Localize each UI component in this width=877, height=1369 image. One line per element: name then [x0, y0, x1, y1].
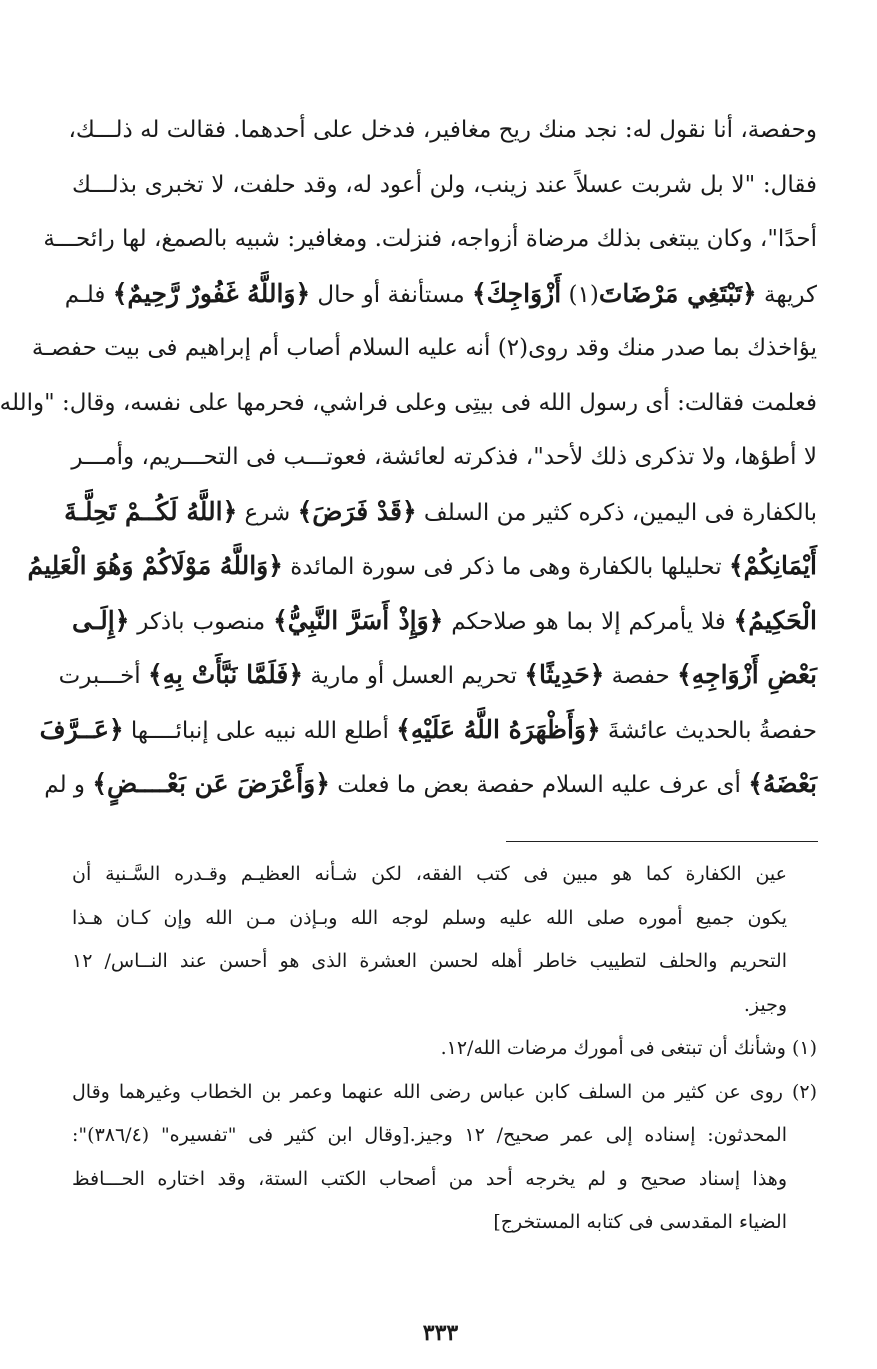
body-text: كريهة — [756, 281, 817, 308]
quran-quote: ﴿وَإِذْ أَسَرَّ النَّبِيُّ﴾ — [273, 605, 444, 635]
quran-quote: بَعْضِ أَزْوَاجِهِ﴾ — [677, 660, 817, 689]
body-text: حفصة — [604, 663, 678, 689]
body-line — [72, 594, 817, 649]
body-text: أطلع الله نبيه على إنبائــــها — [123, 717, 397, 744]
body-line — [58, 648, 817, 703]
body-text: منصوب باذكر — [129, 608, 274, 635]
body-line — [43, 212, 817, 267]
body-line — [0, 376, 817, 431]
footnote-line: عين الكفارة كما هو مبين فى كتب الفقه، لكن شـأنه العظيـم وقـدره السَّـنية أن — [72, 863, 787, 885]
body-text: فلا يأمركم إلا بما هو صلاحكم — [443, 608, 734, 635]
footnote-line: التحريم والحلف لتطييب خاطر أهله لحسن العشرة الذى هو أحسن عند النــاس/ ١٢ — [72, 950, 787, 972]
quran-quote: ﴿وَاللَّهُ غَفُورٌ رَّحِيمٌ﴾ — [112, 278, 311, 308]
body-line — [72, 158, 817, 213]
body-text: يؤاخذك بما صدر منك وقد روى(٢) أنه عليه السلام أصاب أم إبراهيم فى بيت حفصـة — [31, 335, 817, 361]
footnote-line: وهذا إسناد صحيح و لم يخرجه أحد من أصحاب الكتب الستة، وقد اختاره الحـــافظ — [72, 1167, 787, 1190]
body-text: وحفصة، أنا نقول له: نجد منك ريح مغافير، فدخل على أحدهما. فقالت له ذلـــك، — [68, 117, 817, 143]
footnote-line: الضياء المقدسى فى كتابه المستخرج] — [493, 1211, 787, 1233]
quran-quote: ﴿وَأَعْرَضَ عَن بَعْــــضٍ﴾ — [92, 769, 330, 798]
body-text: و لم — [44, 772, 93, 798]
quran-quote: ﴿إِلَـى — [72, 605, 130, 635]
body-text: (١) — [561, 281, 599, 308]
quran-quote: ﴿اللَّهُ لَكُــمْ تَحِلَّـةَ — [64, 496, 238, 526]
footnote-line: (٢) روى عن كثير من السلف كابن عباس رضى الله عنهما وعمر بن الخطاب وغيرهما وقال — [72, 1080, 817, 1103]
footnote-line: (١) وشأنك أن تبتغى فى أمورك مرضات الله/١٢. — [440, 1037, 817, 1059]
body-line — [31, 321, 817, 376]
body-line — [44, 757, 817, 812]
quran-quote: أَزْوَاجِكَ﴾ — [471, 278, 562, 308]
body-text: لا أطؤها، ولا تذكرى ذلك لأحد"، فذكرته لعائشة، فعوتـــب فى التحـــريم، وأمـــر — [71, 444, 817, 470]
body-text: أحدًا"، وكان يبتغى بذلك مرضاة أزواجه، فنزلت. ومغافير: شبيه بالصمغ، لها رائحـــة — [43, 226, 817, 252]
body-line — [39, 703, 817, 758]
body-text: فقال: "لا بل شربت عسلاً عند زينب، ولن أعود له، وقد حلفت، لا تخبرى بذلـــك — [72, 171, 817, 198]
quran-quote: ﴿فَلَمَّا نَبَّأَتْ بِهِ﴾ — [148, 660, 304, 689]
quran-quote: بَعْضَهُ﴾ — [748, 769, 817, 798]
body-text: مستأنفة أو حال — [310, 281, 472, 308]
body-text: تحريم العسل أو مارية — [303, 663, 525, 689]
footnote-line: وجيز. — [743, 993, 787, 1016]
quran-quote: ﴿وَأَظْهَرَهُ اللَّهُ عَلَيْهِ﴾ — [396, 714, 601, 744]
body-text: بالكفارة فى اليمين، ذكره كثير من السلف — [416, 499, 817, 526]
body-text: أى عرف عليه السلام حفصة بعض ما فعلت — [329, 772, 749, 798]
quran-quote: ﴿تَبْتَغِي مَرْضَاتَ — [598, 278, 757, 308]
body-text: حفصةُ بالحديث عائشةَ — [600, 717, 817, 744]
main-text — [0, 103, 817, 812]
footnote-line: المحدثون: إسناده إلى عمر صحيح/ ١٢ وجيز.[وقال ابن كثير فى "تفسيره" (٣٨٦/٤)": — [72, 1124, 787, 1146]
quran-quote: ﴿قَدْ فَرَضَ﴾ — [297, 496, 417, 526]
quran-quote: ﴿حَدِيثًا﴾ — [524, 660, 605, 689]
quran-quote: ﴿عَــرَّفَ — [39, 714, 124, 744]
quran-quote: ﴿وَاللَّهُ مَوْلَاكُمْ وَهُوَ الْعَلِيمُ — [27, 551, 283, 580]
body-line — [72, 430, 817, 485]
body-text: تحليلها بالكفارة وهى ما ذكر فى سورة المائدة — [282, 554, 729, 580]
body-line — [64, 485, 817, 540]
body-text: أخـــبرت — [58, 663, 148, 689]
page-number: ٣٣٣ — [422, 1320, 459, 1346]
footnotes — [72, 853, 817, 1245]
body-text: فعلمت فقالت: أى رسول الله فى بيتِى وعلى فراشي، فحرمها على نفسه، وقال: "والله — [0, 389, 817, 416]
body-line — [64, 267, 817, 322]
body-text: شرع — [237, 499, 298, 526]
body-line — [27, 539, 817, 594]
quran-quote: الْحَكِيمُ﴾ — [733, 605, 817, 635]
body-text: فلـم — [64, 281, 113, 308]
footnote-line: يكون جميع أموره صلى الله عليه وسلم لوجه الله وبـإذن مـن الله وإن كـان هـذا — [72, 906, 787, 929]
quran-quote: أَيْمَانِكُمْ﴾ — [728, 551, 817, 580]
body-line — [68, 103, 817, 158]
footnote-separator — [506, 841, 818, 842]
